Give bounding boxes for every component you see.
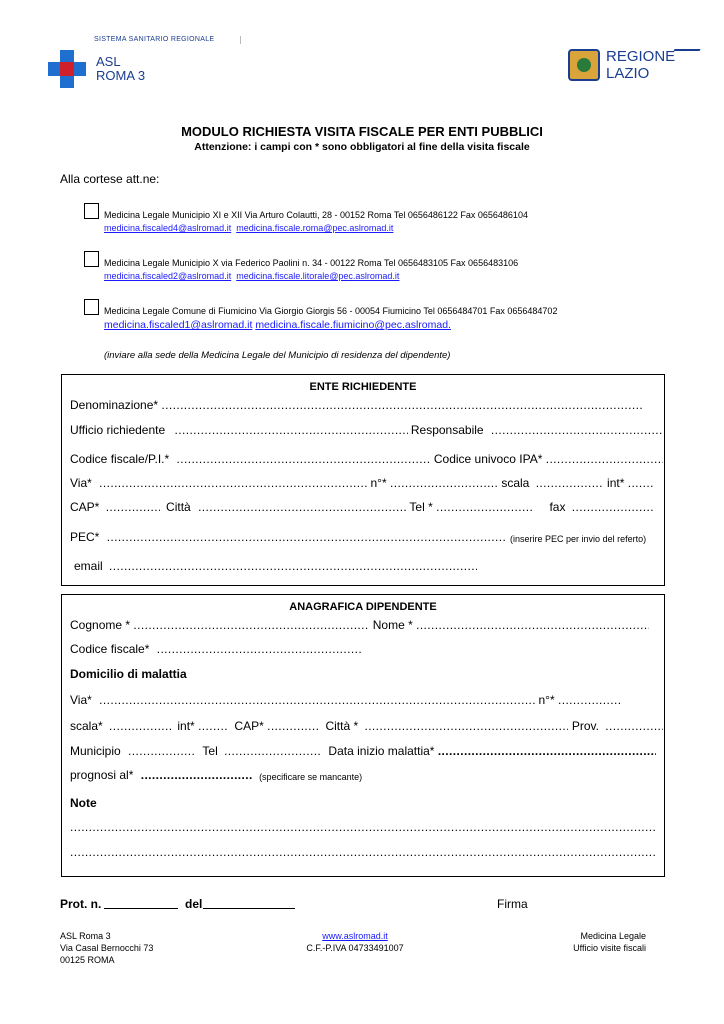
office-email-3a[interactable]: medicina.fiscaled1@aslromad.it xyxy=(104,319,253,331)
dip-prov-field[interactable] xyxy=(605,719,663,733)
system-label: SISTEMA SANITARIO REGIONALE xyxy=(94,36,215,43)
dip-n-field[interactable] xyxy=(558,693,622,707)
ente-tel-label: Tel * xyxy=(409,500,433,514)
asl-name-line2: ROMA 3 xyxy=(96,68,146,83)
domicilio-heading: Domicilio di malattia xyxy=(70,667,187,681)
attn-label: Alla cortese att.ne: xyxy=(60,172,160,186)
email-label: email xyxy=(74,559,103,573)
region-emblem-icon xyxy=(568,49,600,81)
footer-address: Via Casal Bernocchi 73 xyxy=(60,943,154,953)
prognosi-note: (specificare se mancante) xyxy=(259,772,363,782)
ente-n-field[interactable] xyxy=(390,476,498,490)
data-inizio-field[interactable] xyxy=(438,744,656,758)
cognome-field[interactable] xyxy=(133,618,369,632)
nome-label: Nome * xyxy=(372,618,413,632)
office-checkbox-3[interactable] xyxy=(84,299,99,315)
cognome-label: Cognome * xyxy=(70,618,131,632)
prognosi-field[interactable] xyxy=(141,768,253,782)
dip-int-label: int* xyxy=(177,719,195,733)
footer-vat: C.F.-P.IVA 04733491007 xyxy=(306,943,404,953)
email-field[interactable] xyxy=(109,559,477,573)
del-field[interactable] xyxy=(203,908,295,909)
codice-fiscale-ente-field[interactable] xyxy=(177,452,431,466)
footer-org: ASL Roma 3 xyxy=(60,931,111,941)
note-heading: Note xyxy=(70,796,97,810)
office-email-1a[interactable]: medicina.fiscaled4@aslromad.it xyxy=(104,223,232,233)
del-label: del xyxy=(185,897,203,911)
dipendente-section xyxy=(61,594,665,877)
page-title: MODULO RICHIESTA VISITA FISCALE PER ENTI PUBBLICI xyxy=(181,124,543,139)
municipio-field[interactable] xyxy=(128,744,196,758)
ente-n-label: n°* xyxy=(370,476,387,490)
asl-logo xyxy=(48,36,248,92)
data-inizio-label: Data inizio malattia* xyxy=(328,744,435,758)
dip-n-label: n°* xyxy=(538,693,555,707)
office-checkbox-2[interactable] xyxy=(84,251,99,267)
firma-label: Firma xyxy=(497,897,528,911)
ente-via-label: Via* xyxy=(70,476,92,490)
region-name-line2: LAZIO xyxy=(606,65,650,82)
codice-fiscale-dip-label: Codice fiscale* xyxy=(70,642,150,656)
residence-note: (inviare alla sede della Medicina Legale del Municipio di residenza del dipendente) xyxy=(104,350,451,361)
ente-tel-field[interactable] xyxy=(436,500,532,514)
ente-via-field[interactable] xyxy=(99,476,367,490)
dip-cap-label: CAP* xyxy=(234,719,264,733)
page-subtitle: Attenzione: i campi con * sono obbligatori al fine della visita fiscale xyxy=(194,141,530,153)
ente-fax-label: fax xyxy=(549,500,566,514)
ente-fax-field[interactable] xyxy=(572,500,654,514)
ente-cap-field[interactable] xyxy=(106,500,160,514)
ente-scala-field[interactable] xyxy=(536,476,604,490)
dip-scala-field[interactable] xyxy=(109,719,171,733)
region-name-line1: REGIONE xyxy=(606,48,676,65)
dip-tel-field[interactable] xyxy=(224,744,322,758)
footer-city: 00125 ROMA xyxy=(60,955,115,965)
municipio-label: Municipio xyxy=(70,744,121,758)
ente-heading: ENTE RICHIEDENTE xyxy=(309,381,417,393)
header-divider xyxy=(240,36,241,44)
office-email-2b[interactable]: medicina.fiscale.litorale@pec.aslromad.it xyxy=(236,271,400,281)
dip-cap-field[interactable] xyxy=(267,719,319,733)
office-text-1: Medicina Legale Municipio XI e XII Via Arturo Colautti, 28 - 00152 Roma Tel 0656486122 Fax 0656486104 xyxy=(104,210,528,220)
codice-fiscale-ente-label: Codice fiscale/P.I.* xyxy=(70,452,170,466)
prot-label: Prot. n. xyxy=(60,897,102,911)
dipendente-heading: ANAGRAFICA DIPENDENTE xyxy=(289,601,437,613)
footer-dept: Medicina Legale xyxy=(580,931,646,941)
dip-via-label: Via* xyxy=(70,693,92,707)
note-line-1[interactable] xyxy=(70,820,656,834)
pec-label: PEC* xyxy=(70,530,100,544)
office-email-2a[interactable]: medicina.fiscaled2@aslromad.it xyxy=(104,271,232,281)
pec-note: (inserire PEC per invio del referto) xyxy=(510,534,647,544)
ente-scala-label: scala xyxy=(501,476,530,490)
nome-field[interactable] xyxy=(416,618,649,632)
office-text-3: Medicina Legale Comune di Fiumicino Via Giorgio Giorgis 56 - 00054 Fiumicino Tel 0656484701 Fax 0656484702 xyxy=(104,306,558,316)
pec-field[interactable] xyxy=(107,530,507,544)
dip-prov-label: Prov. xyxy=(571,719,599,733)
codice-fiscale-dip-field[interactable] xyxy=(157,642,363,656)
dip-via-field[interactable] xyxy=(99,693,535,707)
dip-scala-label: scala* xyxy=(70,719,103,733)
responsabile-field[interactable] xyxy=(491,423,663,437)
footer-office: Ufficio visite fiscali xyxy=(573,943,646,953)
denominazione-label: Denominazione* xyxy=(70,398,159,412)
responsabile-label: Responsabile xyxy=(410,423,484,437)
prot-field[interactable] xyxy=(104,908,178,909)
dip-int-field[interactable] xyxy=(198,719,228,733)
ente-citta-label: Città xyxy=(166,500,191,514)
codice-ipa-label: Codice univoco IPA* xyxy=(433,452,543,466)
ente-int-field[interactable] xyxy=(628,476,654,490)
office-email-3b[interactable]: medicina.fiscale.fiumicino@pec.aslromad. xyxy=(255,319,451,331)
dip-tel-label: Tel xyxy=(202,744,218,758)
ente-int-label: int* xyxy=(607,476,625,490)
ente-cap-label: CAP* xyxy=(70,500,100,514)
cross-icon xyxy=(48,50,86,88)
ufficio-field[interactable] xyxy=(175,423,408,437)
ufficio-label: Ufficio richiedente xyxy=(70,423,166,437)
office-text-2: Medicina Legale Municipio X via Federico Paolini n. 34 - 00122 Roma Tel 0656483105 Fax 0656483106 xyxy=(104,258,519,268)
asl-name-line1: ASL xyxy=(96,54,121,69)
region-logo xyxy=(568,47,698,83)
office-email-1b[interactable]: medicina.fiscale.roma@pec.aslromad.it xyxy=(236,223,394,233)
denominazione-field[interactable] xyxy=(161,398,643,412)
dip-citta-field[interactable] xyxy=(364,719,568,733)
office-checkbox-1[interactable] xyxy=(84,203,99,219)
dip-citta-label: Città * xyxy=(325,719,359,733)
prognosi-label: prognosi al* xyxy=(70,768,134,782)
ente-citta-field[interactable] xyxy=(198,500,406,514)
note-line-2[interactable] xyxy=(70,845,656,859)
footer-website-link[interactable]: www.aslromad.it xyxy=(322,931,388,941)
codice-ipa-field[interactable] xyxy=(546,452,663,466)
